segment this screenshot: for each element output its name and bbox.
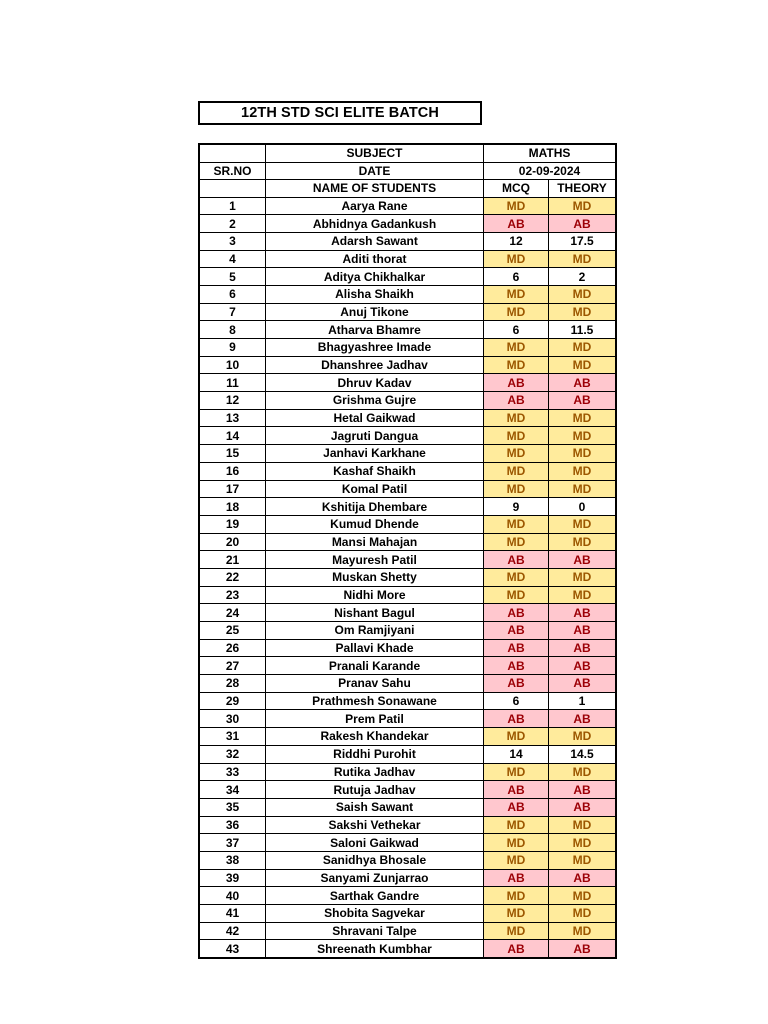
mcq-score-cell: AB	[484, 374, 549, 392]
table-row	[199, 657, 616, 675]
table-row	[199, 798, 616, 816]
theory-score-cell: AB	[549, 781, 617, 799]
theory-score-cell: MD	[549, 515, 617, 533]
table-row	[199, 462, 616, 480]
table-row	[199, 869, 616, 887]
student-name-cell: Prathmesh Sonawane	[266, 692, 484, 710]
student-name-cell: Pallavi Khade	[266, 639, 484, 657]
sr-no-cell: 24	[199, 604, 266, 622]
student-name-cell: Aditi thorat	[266, 250, 484, 268]
table-row	[199, 533, 616, 551]
theory-score-cell: MD	[549, 728, 617, 746]
sr-no-cell: 3	[199, 232, 266, 250]
mcq-score-cell: MD	[484, 905, 549, 923]
theory-score-cell: 0	[549, 498, 617, 516]
table-row	[199, 250, 616, 268]
theory-score-cell: AB	[549, 940, 617, 958]
student-name-cell: Rutuja Jadhav	[266, 781, 484, 799]
sr-no-cell: 2	[199, 215, 266, 233]
theory-score-cell: MD	[549, 887, 617, 905]
sr-no-cell: 37	[199, 834, 266, 852]
student-name-cell: Anuj Tikone	[266, 303, 484, 321]
table-row	[199, 409, 616, 427]
table-row	[199, 427, 616, 445]
student-name-cell: Rutika Jadhav	[266, 763, 484, 781]
table-row	[199, 887, 616, 905]
theory-score-cell: MD	[549, 905, 617, 923]
student-name-cell: Alisha Shaikh	[266, 285, 484, 303]
mcq-score-cell: MD	[484, 834, 549, 852]
student-name-cell: Sarthak Gandre	[266, 887, 484, 905]
mcq-score-cell: AB	[484, 622, 549, 640]
mcq-score-cell: AB	[484, 657, 549, 675]
sr-no-cell: 30	[199, 710, 266, 728]
sr-no-cell: 1	[199, 197, 266, 215]
table-row	[199, 745, 616, 763]
mcq-score-cell: 6	[484, 692, 549, 710]
table-row	[199, 692, 616, 710]
student-name-cell: Hetal Gaikwad	[266, 409, 484, 427]
student-name-cell: Pranali Karande	[266, 657, 484, 675]
mcq-score-cell: MD	[484, 339, 549, 357]
mcq-score-cell: AB	[484, 869, 549, 887]
mcq-score-cell: 12	[484, 232, 549, 250]
student-name-cell: Saish Sawant	[266, 798, 484, 816]
table-row	[199, 639, 616, 657]
mcq-score-cell: MD	[484, 816, 549, 834]
sr-no-cell: 7	[199, 303, 266, 321]
theory-score-cell: MD	[549, 480, 617, 498]
mcq-score-cell: AB	[484, 798, 549, 816]
sr-no-cell: 13	[199, 409, 266, 427]
sr-no-cell: 38	[199, 851, 266, 869]
mcq-score-cell: MD	[484, 533, 549, 551]
sr-no-cell: 5	[199, 268, 266, 286]
theory-score-cell: AB	[549, 374, 617, 392]
sr-no-cell: 8	[199, 321, 266, 339]
table-row	[199, 710, 616, 728]
mcq-score-cell: MD	[484, 851, 549, 869]
mcq-score-cell: AB	[484, 392, 549, 410]
theory-score-cell: AB	[549, 657, 617, 675]
sr-no-cell: 35	[199, 798, 266, 816]
theory-score-cell: AB	[549, 551, 617, 569]
student-name-cell: Dhanshree Jadhav	[266, 356, 484, 374]
mcq-score-cell: MD	[484, 568, 549, 586]
sr-no-cell: 33	[199, 763, 266, 781]
table-row	[199, 515, 616, 533]
header-row-names	[199, 180, 616, 198]
student-name-cell: Sanyami Zunjarrao	[266, 869, 484, 887]
sr-no-cell: 11	[199, 374, 266, 392]
theory-score-cell: MD	[549, 834, 617, 852]
mcq-score-cell: MD	[484, 303, 549, 321]
table-row	[199, 215, 616, 233]
student-name-cell: Rakesh Khandekar	[266, 728, 484, 746]
sr-no-cell: 28	[199, 675, 266, 693]
theory-score-cell: MD	[549, 356, 617, 374]
student-name-cell: Prem Patil	[266, 710, 484, 728]
student-name-cell: Bhagyashree Imade	[266, 339, 484, 357]
table-row	[199, 197, 616, 215]
mcq-score-cell: 14	[484, 745, 549, 763]
sr-no-cell: 31	[199, 728, 266, 746]
sr-no-cell: 25	[199, 622, 266, 640]
student-name-cell: Nidhi More	[266, 586, 484, 604]
sr-no-cell: 9	[199, 339, 266, 357]
student-name-cell: Nishant Bagul	[266, 604, 484, 622]
student-name-cell: Muskan Shetty	[266, 568, 484, 586]
theory-score-cell: AB	[549, 392, 617, 410]
table-row	[199, 922, 616, 940]
mcq-score-cell: MD	[484, 197, 549, 215]
theory-score-cell: AB	[549, 604, 617, 622]
theory-score-cell: MD	[549, 462, 617, 480]
mcq-score-cell: MD	[484, 285, 549, 303]
mcq-score-cell: AB	[484, 781, 549, 799]
theory-score-cell: MD	[549, 816, 617, 834]
student-name-cell: Om Ramjiyani	[266, 622, 484, 640]
sr-no-cell: 43	[199, 940, 266, 958]
student-name-cell: Kshitija Dhembare	[266, 498, 484, 516]
table-row	[199, 232, 616, 250]
header-row-subject	[199, 144, 616, 162]
sr-no-cell: 27	[199, 657, 266, 675]
name-label: NAME OF STUDENTS	[266, 180, 484, 198]
mcq-score-cell: 9	[484, 498, 549, 516]
sheet-title: 12TH STD SCI ELITE BATCH	[198, 101, 482, 125]
sr-no-cell: 41	[199, 905, 266, 923]
theory-score-cell: AB	[549, 622, 617, 640]
table-row	[199, 321, 616, 339]
table-row	[199, 551, 616, 569]
sr-no-cell: 40	[199, 887, 266, 905]
sr-no-cell: 14	[199, 427, 266, 445]
sr-no-cell: 16	[199, 462, 266, 480]
mcq-score-cell: MD	[484, 445, 549, 463]
table-row	[199, 586, 616, 604]
mcq-score-cell: AB	[484, 710, 549, 728]
student-name-cell: Dhruv Kadav	[266, 374, 484, 392]
theory-score-cell: MD	[549, 339, 617, 357]
mcq-score-cell: MD	[484, 250, 549, 268]
theory-score-cell: MD	[549, 409, 617, 427]
table-row	[199, 781, 616, 799]
theory-score-cell: 17.5	[549, 232, 617, 250]
student-name-cell: Kashaf Shaikh	[266, 462, 484, 480]
theory-score-cell: MD	[549, 568, 617, 586]
student-name-cell: Adarsh Sawant	[266, 232, 484, 250]
student-name-cell: Saloni Gaikwad	[266, 834, 484, 852]
marks-table-body	[199, 144, 616, 958]
student-name-cell: Janhavi Karkhane	[266, 445, 484, 463]
table-row	[199, 356, 616, 374]
student-name-cell: Shravani Talpe	[266, 922, 484, 940]
theory-score-cell: MD	[549, 586, 617, 604]
theory-score-cell: AB	[549, 675, 617, 693]
student-name-cell: Komal Patil	[266, 480, 484, 498]
table-row	[199, 445, 616, 463]
mcq-score-cell: MD	[484, 922, 549, 940]
table-row	[199, 905, 616, 923]
theory-score-cell: MD	[549, 533, 617, 551]
mcq-score-cell: 6	[484, 321, 549, 339]
student-name-cell: Pranav Sahu	[266, 675, 484, 693]
student-name-cell: Riddhi Purohit	[266, 745, 484, 763]
date-value: 02-09-2024	[484, 162, 617, 180]
srno-label: SR.NO	[199, 162, 266, 180]
header-row-date	[199, 162, 616, 180]
mcq-score-cell: MD	[484, 427, 549, 445]
sr-no-cell: 10	[199, 356, 266, 374]
mcq-score-cell: MD	[484, 887, 549, 905]
sr-no-cell: 34	[199, 781, 266, 799]
student-name-cell: Jagruti Dangua	[266, 427, 484, 445]
mcq-score-cell: AB	[484, 215, 549, 233]
theory-score-cell: MD	[549, 285, 617, 303]
student-name-cell: Atharva Bhamre	[266, 321, 484, 339]
mcq-score-cell: AB	[484, 604, 549, 622]
sr-no-cell: 22	[199, 568, 266, 586]
header-blank-cell	[199, 180, 266, 198]
theory-score-cell: AB	[549, 710, 617, 728]
table-row	[199, 480, 616, 498]
student-name-cell: Sakshi Vethekar	[266, 816, 484, 834]
sr-no-cell: 19	[199, 515, 266, 533]
theory-score-cell: MD	[549, 303, 617, 321]
student-name-cell: Mansi Mahajan	[266, 533, 484, 551]
table-row	[199, 728, 616, 746]
theory-score-cell: AB	[549, 639, 617, 657]
sr-no-cell: 21	[199, 551, 266, 569]
table-row	[199, 834, 616, 852]
sr-no-cell: 42	[199, 922, 266, 940]
student-name-cell: Abhidnya Gadankush	[266, 215, 484, 233]
table-row	[199, 675, 616, 693]
student-name-cell: Mayuresh Patil	[266, 551, 484, 569]
mcq-score-cell: AB	[484, 639, 549, 657]
subject-value: MATHS	[484, 144, 617, 162]
sr-no-cell: 36	[199, 816, 266, 834]
sr-no-cell: 15	[199, 445, 266, 463]
theory-score-cell: MD	[549, 922, 617, 940]
theory-score-cell: MD	[549, 763, 617, 781]
sr-no-cell: 26	[199, 639, 266, 657]
table-row	[199, 568, 616, 586]
table-row	[199, 268, 616, 286]
theory-score-cell: MD	[549, 851, 617, 869]
table-row	[199, 604, 616, 622]
mcq-score-cell: AB	[484, 551, 549, 569]
mcq-score-cell: MD	[484, 586, 549, 604]
table-row	[199, 285, 616, 303]
sr-no-cell: 39	[199, 869, 266, 887]
mcq-score-cell: AB	[484, 675, 549, 693]
theory-label: THEORY	[549, 180, 617, 198]
header-blank-cell	[199, 144, 266, 162]
table-row	[199, 303, 616, 321]
marks-table	[198, 143, 617, 959]
student-name-cell: Kumud Dhende	[266, 515, 484, 533]
table-row	[199, 851, 616, 869]
theory-score-cell: MD	[549, 427, 617, 445]
theory-score-cell: AB	[549, 798, 617, 816]
mcq-score-cell: MD	[484, 515, 549, 533]
theory-score-cell: AB	[549, 215, 617, 233]
table-row	[199, 816, 616, 834]
mcq-score-cell: MD	[484, 409, 549, 427]
theory-score-cell: 2	[549, 268, 617, 286]
mcq-score-cell: AB	[484, 940, 549, 958]
theory-score-cell: MD	[549, 250, 617, 268]
student-name-cell: Sanidhya Bhosale	[266, 851, 484, 869]
table-row	[199, 763, 616, 781]
table-row	[199, 339, 616, 357]
table-row	[199, 374, 616, 392]
sr-no-cell: 20	[199, 533, 266, 551]
subject-label: SUBJECT	[266, 144, 484, 162]
table-row	[199, 392, 616, 410]
theory-score-cell: MD	[549, 445, 617, 463]
student-name-cell: Aarya Rane	[266, 197, 484, 215]
mcq-label: MCQ	[484, 180, 549, 198]
sr-no-cell: 17	[199, 480, 266, 498]
mcq-score-cell: MD	[484, 462, 549, 480]
table-row	[199, 940, 616, 958]
table-row	[199, 622, 616, 640]
theory-score-cell: 1	[549, 692, 617, 710]
sr-no-cell: 12	[199, 392, 266, 410]
mcq-score-cell: MD	[484, 356, 549, 374]
student-name-cell: Aditya Chikhalkar	[266, 268, 484, 286]
student-name-cell: Shobita Sagvekar	[266, 905, 484, 923]
date-label: DATE	[266, 162, 484, 180]
table-row	[199, 498, 616, 516]
mcq-score-cell: MD	[484, 480, 549, 498]
student-name-cell: Grishma Gujre	[266, 392, 484, 410]
sr-no-cell: 29	[199, 692, 266, 710]
theory-score-cell: 11.5	[549, 321, 617, 339]
mcq-score-cell: MD	[484, 763, 549, 781]
mcq-score-cell: 6	[484, 268, 549, 286]
student-name-cell: Shreenath Kumbhar	[266, 940, 484, 958]
theory-score-cell: MD	[549, 197, 617, 215]
theory-score-cell: 14.5	[549, 745, 617, 763]
sr-no-cell: 23	[199, 586, 266, 604]
sr-no-cell: 4	[199, 250, 266, 268]
theory-score-cell: AB	[549, 869, 617, 887]
sr-no-cell: 32	[199, 745, 266, 763]
sr-no-cell: 6	[199, 285, 266, 303]
mcq-score-cell: MD	[484, 728, 549, 746]
sr-no-cell: 18	[199, 498, 266, 516]
